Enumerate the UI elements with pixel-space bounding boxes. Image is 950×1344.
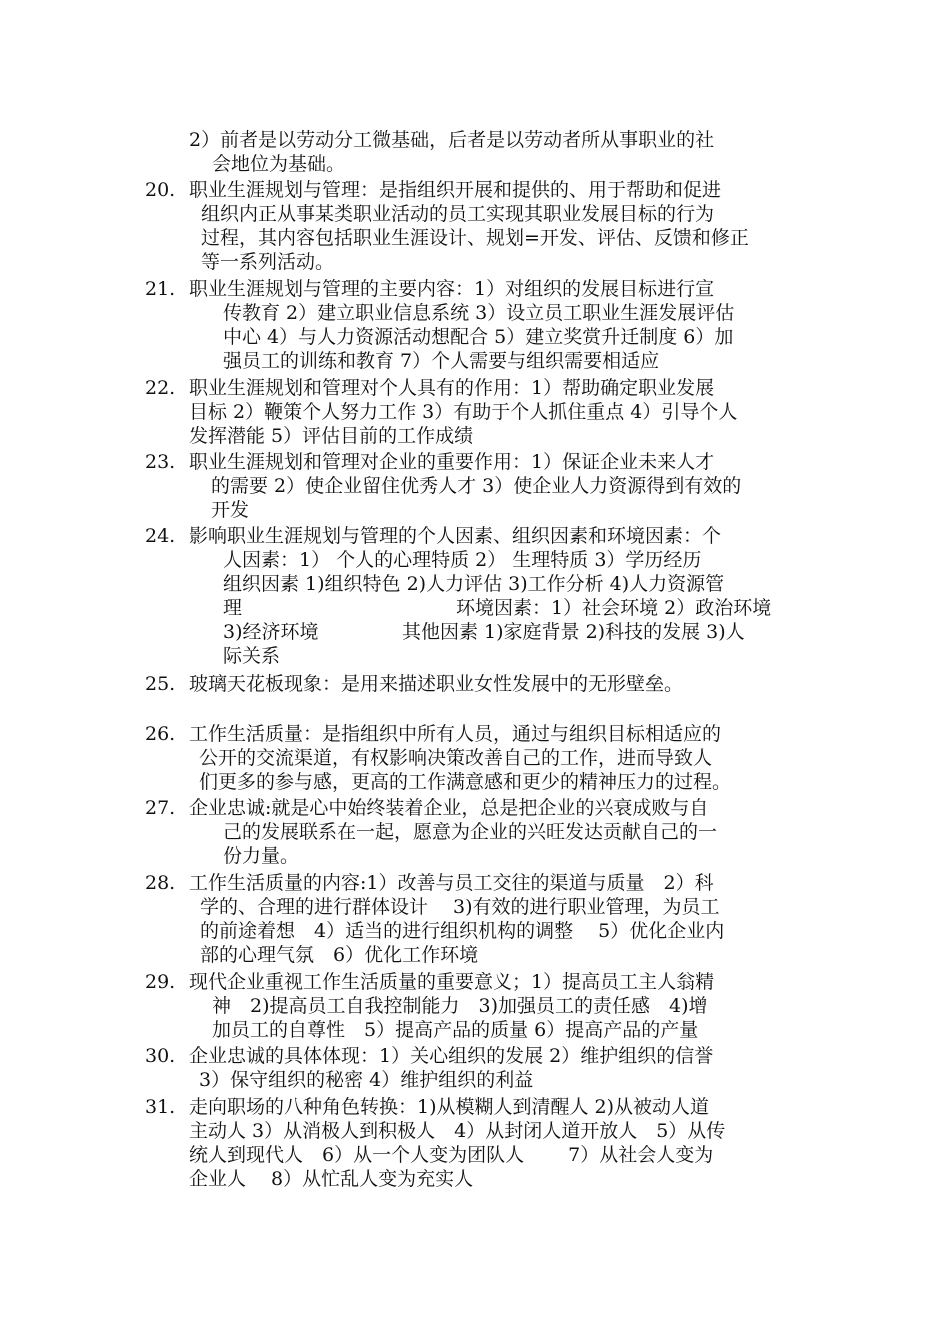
intro-line: 2）前者是以劳动分工微基础，后者是以劳动者所从事职业的社 <box>189 129 715 151</box>
item-line: 公开的交流渠道，有权影响决策改善自己的工作，进而导致人 <box>199 747 713 769</box>
item-line: 企业忠诚的具体体现：1）关心组织的发展 2）维护组织的信誉 <box>189 1045 714 1067</box>
item-line: 强员工的训练和教育 7）个人需要与组织需要相适应 <box>223 350 660 372</box>
item-line: 发挥潜能 5）评估目前的工作成绩 <box>189 425 474 447</box>
item-line: 部的心理气氛 6）优化工作环境 <box>200 944 479 966</box>
item-line: 己的发展联系在一起，愿意为企业的兴旺发达贡献自己的一 <box>223 821 718 843</box>
item-number: 21. <box>145 278 176 300</box>
item-number: 23. <box>145 451 176 473</box>
item-line: 学的、合理的进行群体设计 3)有效的进行职业管理，为员工 <box>200 896 720 918</box>
item-line: 等一系列活动。 <box>201 251 335 273</box>
item-number: 27. <box>145 797 176 819</box>
item-line: 企业忠诚:就是心中始终装着企业，总是把企业的兴衰成败与自 <box>189 797 709 819</box>
item-number: 29. <box>145 971 176 993</box>
item-line: 企业人 8）从忙乱人变为充实人 <box>189 1168 474 1190</box>
item-number: 26. <box>145 723 176 745</box>
item-line: 份力量。 <box>223 845 300 867</box>
item-line: 过程，其内容包括职业生涯设计、规划=开发、评估、反馈和修正 <box>201 227 749 249</box>
item-line: 现代企业重视工作生活质量的重要意义；1）提高员工主人翁精 <box>189 971 715 993</box>
item-line: 职业生涯规划与管理：是指组织开展和提供的、用于帮助和促进 <box>189 179 722 201</box>
item-line: 职业生涯规划与管理的主要内容：1）对组织的发展目标进行宣 <box>189 278 715 300</box>
item-line: 中心 4）与人力资源活动想配合 5）建立奖赏升迁制度 6）加 <box>223 326 734 348</box>
item-line: 的前途着想 4）适当的进行组织机构的调整 5）优化企业内 <box>200 920 725 942</box>
item-line: 走向职场的八种角色转换：1)从模糊人到清醒人 2)从被动人道 <box>189 1096 710 1118</box>
item-line: 开发 <box>211 499 250 521</box>
item-line: 的需要 2）使企业留住优秀人才 3）使企业人力资源得到有效的 <box>211 475 742 497</box>
item-number: 31. <box>145 1096 176 1118</box>
item-line: 职业生涯规划和管理对企业的重要作用：1）保证企业未来人才 <box>189 451 715 473</box>
item-line: 影响职业生涯规划与管理的个人因素、组织因素和环境因素：个 <box>189 525 722 547</box>
item-line: 环境因素：1）社会环境 2）政治环境 <box>456 597 772 619</box>
item-line: 玻璃天花板现象：是用来描述职业女性发展中的无形壁垒。 <box>189 673 684 695</box>
item-line: 际关系 <box>223 645 281 667</box>
item-line: 理 <box>223 597 243 619</box>
item-line: 主动人 3）从消极人到积极人 4）从封闭人道开放人 5）从传 <box>189 1120 726 1142</box>
intro-line: 会地位为基础。 <box>212 153 346 175</box>
item-line: 其他因素 1)家庭背景 2)科技的发展 3)人 <box>402 621 745 643</box>
item-number: 30. <box>145 1045 176 1067</box>
item-number: 22. <box>145 377 176 399</box>
item-line: 工作生活质量：是指组织中所有人员，通过与组织目标相适应的 <box>189 723 722 745</box>
item-line: 3)经济环境 <box>223 621 319 643</box>
item-line: 人因素：1） 个人的心理特质 2） 生理特质 3）学历经历 <box>223 549 702 571</box>
item-line: 组织内正从事某类职业活动的员工实现其职业发展目标的行为 <box>201 203 715 225</box>
item-line: 统人到现代人 6）从一个人变为团队人 7）从社会人变为 <box>189 1144 714 1166</box>
item-number: 24. <box>145 525 176 547</box>
item-line: 组织因素 1)组织特色 2)人力评估 3)工作分析 4)人力资源管 <box>223 573 725 595</box>
item-line: 神 2)提高员工自我控制能力 3)加强员工的责任感 4)增 <box>212 995 708 1017</box>
item-number: 25. <box>145 673 176 695</box>
item-line: 加员工的自尊性 5）提高产品的质量 6）提高产品的产量 <box>212 1019 699 1041</box>
item-line: 目标 2）鞭策个人努力工作 3）有助于个人抓住重点 4）引导个人 <box>189 401 738 423</box>
item-line: 工作生活质量的内容:1）改善与员工交往的渠道与质量 2）科 <box>189 872 714 894</box>
item-line: 3）保守组织的秘密 4）维护组织的利益 <box>199 1069 534 1091</box>
item-line: 职业生涯规划和管理对个人具有的作用：1）帮助确定职业发展 <box>189 377 715 399</box>
item-number: 20. <box>145 179 176 201</box>
item-number: 28. <box>145 872 176 894</box>
item-line: 传教育 2）建立职业信息系统 3）设立员工职业生涯发展评估 <box>223 302 735 324</box>
item-line: 们更多的参与感，更高的工作满意感和更少的精神压力的过程。 <box>199 771 732 793</box>
